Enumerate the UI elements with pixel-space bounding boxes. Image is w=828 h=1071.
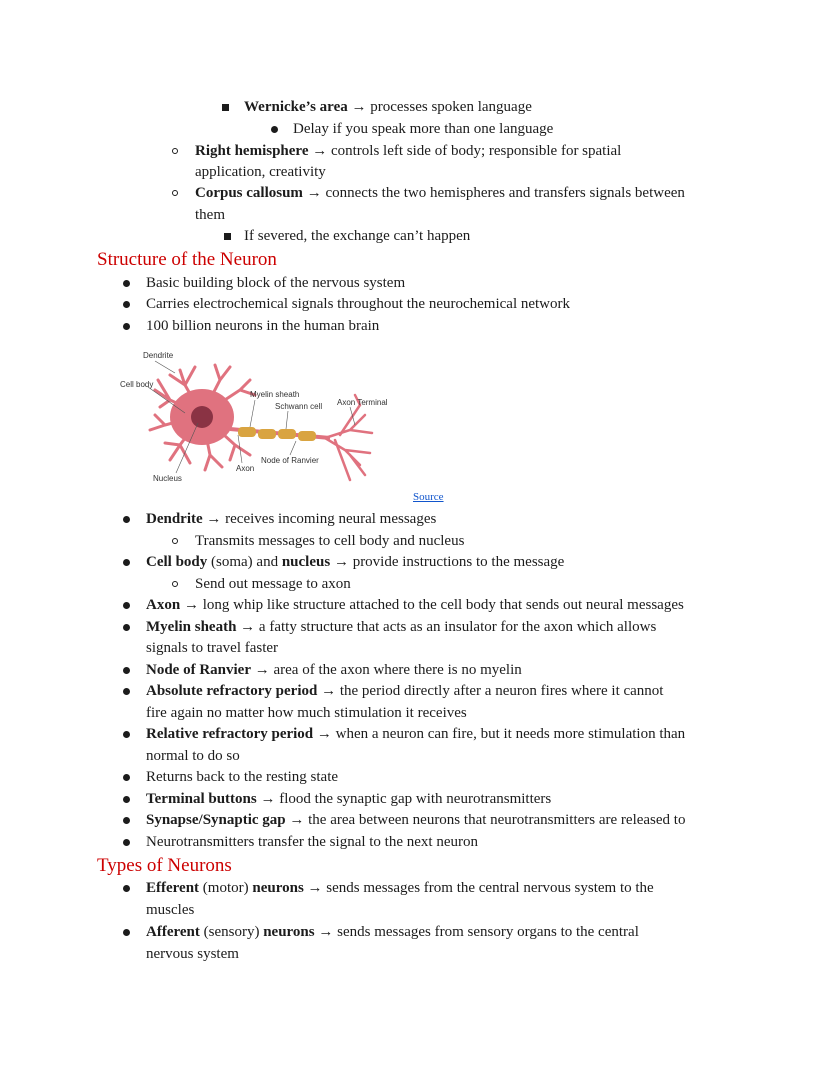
term: Synapse/Synaptic gap	[146, 812, 286, 828]
severed-item: If severed, the exchange can’t happen	[244, 228, 471, 244]
list-item-cont: fire again no matter how much stimulation it receives	[146, 705, 467, 721]
list-item-relative	[146, 724, 685, 744]
circle-bullet-icon	[172, 538, 178, 544]
delay-item: Delay if you speak more than one language	[293, 121, 554, 137]
list-item-dendrite	[146, 509, 436, 529]
source-link[interactable]: Source	[413, 491, 444, 503]
connector: (soma) and	[207, 554, 282, 570]
term: Axon	[146, 597, 181, 613]
label-schwann-cell: Schwann cell	[275, 402, 323, 411]
term: Relative refractory period	[146, 726, 314, 742]
nucleus-shape	[191, 406, 213, 428]
bullet-icon	[123, 280, 130, 287]
list-item-cont: nervous system	[146, 946, 239, 962]
leader-line	[155, 361, 175, 373]
sub-item: Send out message to axon	[195, 576, 351, 592]
leader-line	[290, 441, 296, 455]
bullet-icon	[123, 624, 130, 631]
term: Cell body	[146, 554, 208, 570]
list-item-node	[146, 660, 522, 680]
bullet-icon	[123, 796, 130, 803]
bullet-icon	[123, 301, 130, 308]
term: nucleus	[281, 554, 331, 570]
right-hemisphere-cont: application, creativity	[195, 164, 326, 180]
definition: → connects the two hemispheres and transfers signals between	[302, 185, 685, 201]
bullet-icon	[123, 839, 130, 846]
list-item-cont: normal to do so	[146, 748, 240, 764]
definition: → long whip like structure attached to the cell body that sends out neural messages	[180, 597, 684, 613]
list-item-cont: muscles	[146, 902, 195, 918]
term: Dendrite	[146, 511, 203, 527]
bullet-icon	[271, 126, 278, 133]
bullet-icon	[123, 688, 130, 695]
label-axon: Axon	[236, 464, 255, 473]
leader-line	[350, 407, 355, 425]
connector: (motor)	[199, 880, 253, 896]
definition: → when a neuron can fire, but it needs more stimulation than	[313, 726, 686, 742]
bullet-icon	[123, 817, 130, 824]
bullet-icon	[123, 516, 130, 523]
leader-line	[250, 400, 255, 427]
circle-bullet-icon	[172, 148, 178, 154]
square-bullet-icon	[222, 104, 229, 111]
connector: (sensory)	[199, 924, 264, 940]
corpus-callosum-cont: them	[195, 207, 225, 223]
term: Node of Ranvier	[146, 662, 251, 678]
definition: → area of the axon where there is no myelin	[251, 662, 522, 678]
circle-bullet-icon	[172, 190, 178, 196]
term: Corpus callosum	[195, 185, 303, 201]
bullet-icon	[123, 929, 130, 936]
term: Wernicke’s area	[244, 99, 348, 115]
list-item-absolute	[146, 681, 663, 701]
term: Efferent	[146, 880, 200, 896]
definition: → sends messages from the central nervous system to the	[303, 880, 654, 896]
definition: → flood the synaptic gap with neurotransmitters	[256, 791, 552, 807]
corpus-callosum-item	[195, 183, 685, 203]
list-item-neurotransmitters: Neurotransmitters transfer the signal to the next neuron	[146, 834, 478, 850]
circle-bullet-icon	[172, 581, 178, 587]
bullet-icon	[123, 774, 130, 781]
label-nucleus: Nucleus	[153, 474, 182, 483]
term: neurons	[263, 924, 315, 940]
bullet-icon	[123, 559, 130, 566]
right-hemisphere-item	[195, 141, 621, 161]
section-heading-types: Types of Neurons	[97, 855, 232, 876]
definition: → the period directly after a neuron fires where it cannot	[317, 683, 664, 699]
list-item-myelin	[146, 617, 656, 637]
section-heading-structure: Structure of the Neuron	[97, 249, 277, 270]
label-axon-terminal: Axon Terminal	[337, 398, 388, 407]
label-dendrite: Dendrite	[143, 351, 174, 360]
leader-line	[286, 411, 288, 429]
bullet-icon	[123, 667, 130, 674]
neuron-diagram	[110, 345, 410, 495]
myelin-segment	[238, 427, 256, 437]
list-item-returns: Returns back to the resting state	[146, 769, 339, 785]
list-item-axon	[146, 595, 684, 615]
sub-item: Transmits messages to cell body and nucleus	[195, 533, 465, 549]
term: Right hemisphere	[195, 143, 309, 159]
axon-terminal-branches	[325, 395, 372, 480]
myelin-segment	[298, 431, 316, 441]
term: Afferent	[146, 924, 200, 940]
list-item: 100 billion neurons in the human brain	[146, 318, 380, 334]
list-item-afferent	[146, 922, 639, 942]
definition: → the area between neurons that neurotransmitters are released to	[285, 812, 686, 828]
wernicke-item	[244, 97, 532, 117]
term: Absolute refractory period	[146, 683, 318, 699]
label-cell-body: Cell body	[120, 380, 154, 389]
myelin-segment	[278, 429, 296, 439]
term: neurons	[252, 880, 304, 896]
myelin-segment	[258, 429, 276, 439]
bullet-icon	[123, 731, 130, 738]
list-item: Carries electrochemical signals throughout the neurochemical network	[146, 296, 571, 312]
list-item: Basic building block of the nervous system	[146, 275, 406, 291]
term: Terminal buttons	[146, 791, 257, 807]
definition: → controls left side of body; responsible for spatial	[308, 143, 622, 159]
list-item-terminal	[146, 789, 551, 809]
bullet-icon	[123, 602, 130, 609]
bullet-icon	[123, 323, 130, 330]
definition: → processes spoken language	[347, 99, 532, 115]
definition: → receives incoming neural messages	[202, 511, 437, 527]
definition: → provide instructions to the message	[330, 554, 565, 570]
list-item-efferent	[146, 878, 654, 898]
term: Myelin sheath	[146, 619, 237, 635]
square-bullet-icon	[224, 233, 231, 240]
label-node-of-ranvier: Node of Ranvier	[261, 456, 319, 465]
definition: → a fatty structure that acts as an insulator for the axon which allows	[236, 619, 657, 635]
bullet-icon	[123, 885, 130, 892]
list-item-synapse	[146, 810, 685, 830]
definition: → sends messages from sensory organs to the central	[314, 924, 639, 940]
list-item-cont: signals to travel faster	[146, 640, 279, 656]
label-myelin-sheath: Myelin sheath	[250, 390, 300, 399]
list-item-cell-body	[146, 552, 564, 572]
